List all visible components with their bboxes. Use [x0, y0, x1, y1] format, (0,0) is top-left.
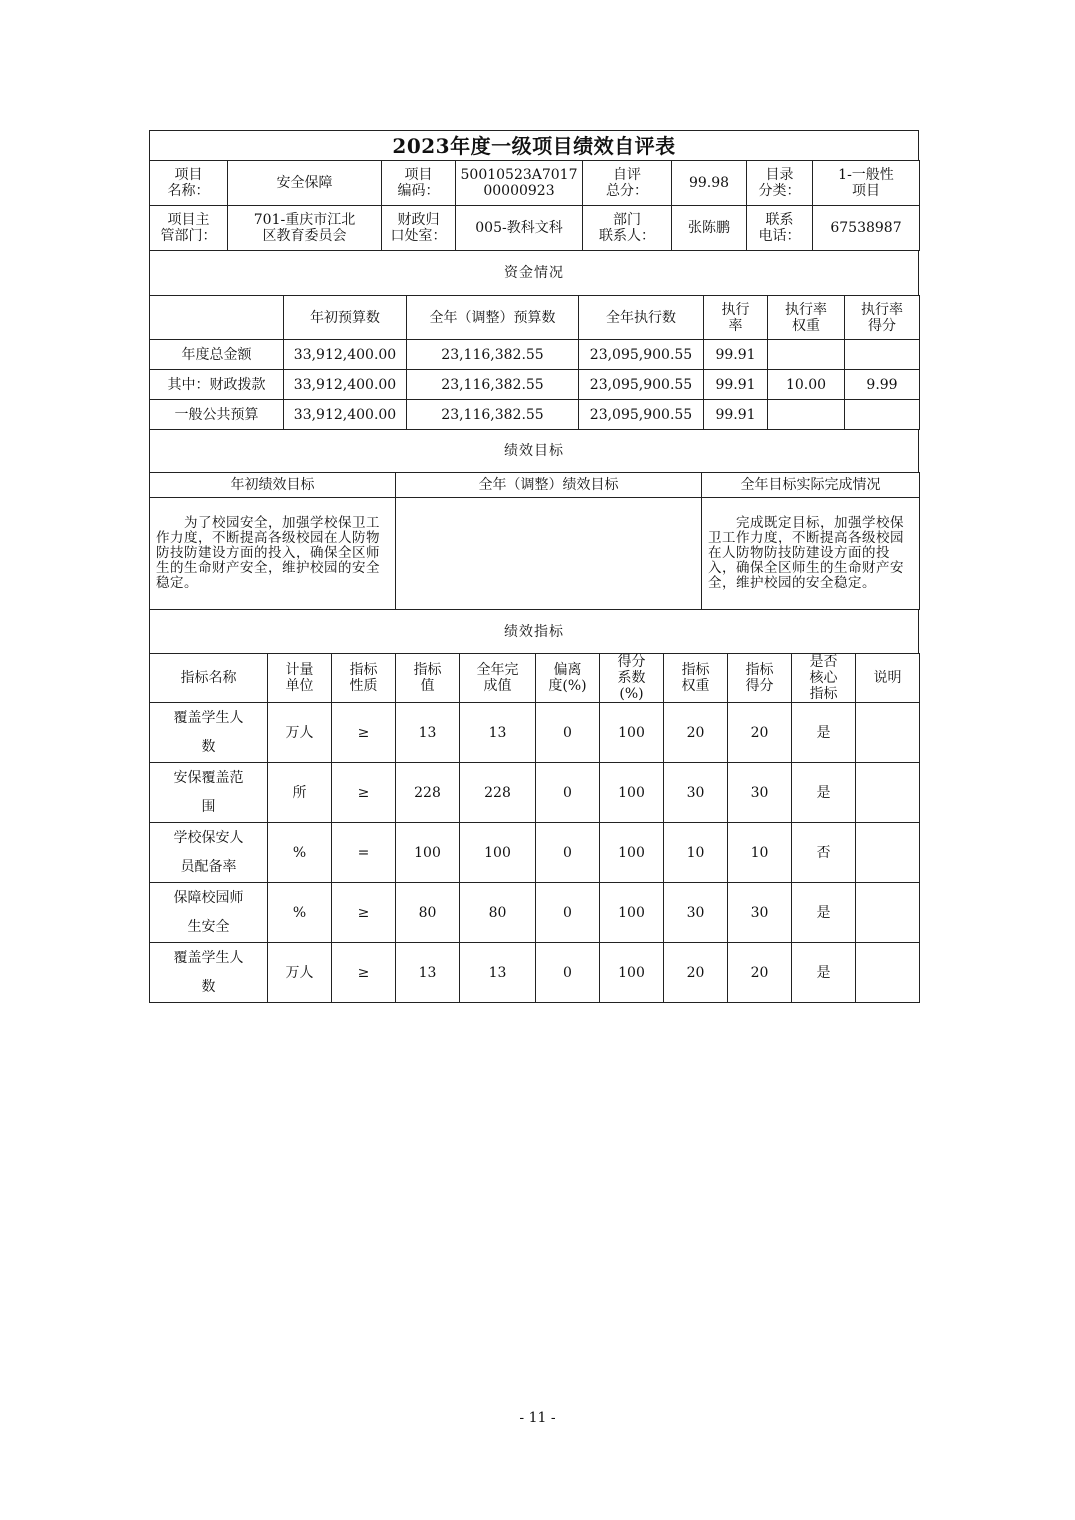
- info-row-2: [150, 206, 920, 251]
- indicators-cell: 否: [792, 823, 856, 883]
- funds-cell: 99.91: [704, 370, 768, 400]
- indicators-cell: 228: [460, 763, 536, 823]
- indicators-header-cell: 偏离 度(%): [536, 654, 600, 703]
- finance-office-label: 财政归 口处室：: [382, 206, 456, 251]
- goals-header-row: [150, 473, 920, 498]
- indicators-cell: [856, 943, 920, 1003]
- indicators-cell: 是: [792, 943, 856, 1003]
- funds-cell: 23,116,382.55: [407, 370, 579, 400]
- funds-cell: 年度总金额: [150, 340, 284, 370]
- funds-cell: 9.99: [845, 370, 920, 400]
- funds-header-cell: 执行率 权重: [768, 296, 845, 340]
- indicators-header-cell: 是否 核心 指标: [792, 654, 856, 703]
- indicators-cell: 是: [792, 763, 856, 823]
- funds-header-row: [150, 296, 920, 340]
- indicators-cell: 80: [396, 883, 460, 943]
- funds-header-cell: 全年执行数: [579, 296, 704, 340]
- finance-office-value: 005-教科文科: [456, 206, 583, 251]
- goals-adjusted-text: [396, 498, 702, 610]
- indicators-cell: 228: [396, 763, 460, 823]
- indicators-cell: 20: [664, 703, 728, 763]
- phone-label: 联系 电话：: [747, 206, 813, 251]
- funds-heading-table: [149, 250, 919, 296]
- indicators-cell: [856, 763, 920, 823]
- goals-heading: 绩效目标: [150, 430, 919, 473]
- indicators-table: [149, 653, 920, 1003]
- indicators-cell: 100: [600, 703, 664, 763]
- funds-row: [150, 340, 920, 370]
- indicators-cell: 覆盖学生人 数: [150, 703, 268, 763]
- table-row: [150, 763, 920, 823]
- goals-actual-text: 完成既定目标，加强学校保卫工作力度，不断提高各级校园在人防物防技防建设方面的投入，确保全区师生的生命财产安全，维护校园的安全稳定。: [702, 498, 920, 610]
- indicators-cell: 13: [460, 943, 536, 1003]
- indicators-cell: 13: [460, 703, 536, 763]
- indicators-cell: 覆盖学生人 数: [150, 943, 268, 1003]
- indicators-cell: =: [332, 823, 396, 883]
- funds-header-cell: 年初预算数: [284, 296, 407, 340]
- indicators-cell: 万人: [268, 703, 332, 763]
- info-row-1: [150, 161, 920, 206]
- title-table: [149, 130, 919, 161]
- funds-cell: 10.00: [768, 370, 845, 400]
- indicators-header-cell: 得分 系数 (%): [600, 654, 664, 703]
- indicators-header-cell: 全年完 成值: [460, 654, 536, 703]
- table-title: 2023年度一级项目绩效自评表: [150, 131, 919, 161]
- indicators-cell: 20: [728, 703, 792, 763]
- dept-label: 项目主 管部门：: [150, 206, 228, 251]
- indicators-cell: 100: [460, 823, 536, 883]
- indicators-cell: 30: [664, 763, 728, 823]
- category-value: 1-一般性 项目: [813, 161, 920, 206]
- table-row: [150, 883, 920, 943]
- indicators-cell: 所: [268, 763, 332, 823]
- funds-cell: 23,116,382.55: [407, 340, 579, 370]
- funds-cell: 33,912,400.00: [284, 340, 407, 370]
- indicators-cell: 13: [396, 703, 460, 763]
- funds-cell: [768, 340, 845, 370]
- funds-header-cell: [150, 296, 284, 340]
- indicators-cell: ≥: [332, 883, 396, 943]
- project-name-value: 安全保障: [228, 161, 382, 206]
- indicators-cell: [856, 883, 920, 943]
- project-name-label: 项目 名称：: [150, 161, 228, 206]
- goals-table: [149, 472, 920, 610]
- indicators-cell: 30: [664, 883, 728, 943]
- self-evaluation-table: [149, 130, 919, 1003]
- indicators-cell: 13: [396, 943, 460, 1003]
- contact-value: 张陈鹏: [672, 206, 747, 251]
- indicators-header-cell: 指标 值: [396, 654, 460, 703]
- category-label: 目录 分类：: [747, 161, 813, 206]
- indicators-heading: 绩效指标: [150, 610, 919, 654]
- funds-cell: 23,095,900.55: [579, 340, 704, 370]
- indicators-cell: 0: [536, 883, 600, 943]
- funds-header-cell: 全年（调整）预算数: [407, 296, 579, 340]
- phone-value: 67538987: [813, 206, 920, 251]
- funds-cell: 其中：财政拨款: [150, 370, 284, 400]
- indicators-cell: %: [268, 823, 332, 883]
- funds-cell: [845, 340, 920, 370]
- funds-header-cell: 执行率 得分: [845, 296, 920, 340]
- indicators-cell: 是: [792, 703, 856, 763]
- contact-label: 部门 联系人：: [583, 206, 672, 251]
- dept-value: 701-重庆市江北 区教育委员会: [228, 206, 382, 251]
- funds-cell: 99.91: [704, 400, 768, 430]
- indicators-cell: 20: [728, 943, 792, 1003]
- indicators-cell: 万人: [268, 943, 332, 1003]
- indicators-header-cell: 指标名称: [150, 654, 268, 703]
- indicators-cell: ≥: [332, 763, 396, 823]
- goals-col-actual: 全年目标实际完成情况: [702, 473, 920, 498]
- indicators-cell: [856, 823, 920, 883]
- indicators-cell: 10: [728, 823, 792, 883]
- indicators-cell: 100: [600, 763, 664, 823]
- funds-row: [150, 370, 920, 400]
- indicators-cell: 保障校园师 生安全: [150, 883, 268, 943]
- indicators-cell: 30: [728, 763, 792, 823]
- indicators-cell: 100: [600, 823, 664, 883]
- indicators-cell: ≥: [332, 703, 396, 763]
- funds-cell: 33,912,400.00: [284, 370, 407, 400]
- indicators-header-row: [150, 654, 920, 703]
- funds-cell: 23,095,900.55: [579, 400, 704, 430]
- funds-cell: [768, 400, 845, 430]
- indicators-cell: 80: [460, 883, 536, 943]
- indicators-cell: 0: [536, 823, 600, 883]
- indicators-cell: 0: [536, 763, 600, 823]
- project-code-value: 50010523A7017 00000923: [456, 161, 583, 206]
- funds-header-cell: 执行 率: [704, 296, 768, 340]
- indicators-header-cell: 指标 权重: [664, 654, 728, 703]
- indicators-cell: 100: [600, 943, 664, 1003]
- indicators-cell: 是: [792, 883, 856, 943]
- indicators-cell: 安保覆盖范 围: [150, 763, 268, 823]
- indicators-cell: 学校保安人 员配备率: [150, 823, 268, 883]
- funds-heading: 资金情况: [150, 251, 919, 296]
- info-table: [149, 160, 920, 251]
- table-row: [150, 703, 920, 763]
- indicators-header-cell: 说明: [856, 654, 920, 703]
- funds-cell: 23,095,900.55: [579, 370, 704, 400]
- funds-row: [150, 400, 920, 430]
- indicators-header-cell: 指标 得分: [728, 654, 792, 703]
- indicators-cell: 100: [600, 883, 664, 943]
- goals-content-row: [150, 498, 920, 610]
- funds-cell: 99.91: [704, 340, 768, 370]
- funds-cell: 33,912,400.00: [284, 400, 407, 430]
- self-score-label: 自评 总分：: [583, 161, 672, 206]
- self-score-value: 99.98: [672, 161, 747, 206]
- indicators-cell: 20: [664, 943, 728, 1003]
- goals-col-initial: 年初绩效目标: [150, 473, 396, 498]
- goals-col-adjusted: 全年（调整）绩效目标: [396, 473, 702, 498]
- funds-cell: 一般公共预算: [150, 400, 284, 430]
- indicators-header-cell: 计量 单位: [268, 654, 332, 703]
- indicators-cell: 0: [536, 943, 600, 1003]
- indicators-header-cell: 指标 性质: [332, 654, 396, 703]
- indicators-heading-table: [149, 609, 919, 654]
- goals-heading-table: [149, 429, 919, 473]
- page-number: - 11 -: [519, 1410, 556, 1426]
- indicators-cell: 10: [664, 823, 728, 883]
- indicators-cell: 100: [396, 823, 460, 883]
- funds-table: [149, 295, 920, 430]
- indicators-cell: 0: [536, 703, 600, 763]
- indicators-cell: [856, 703, 920, 763]
- table-row: [150, 823, 920, 883]
- goals-initial-text: 为了校园安全，加强学校保卫工作力度，不断提高各级校园在人防物防技防建设方面的投入，确保全区师生的生命财产安全，维护校园的安全稳定。: [150, 498, 396, 610]
- funds-cell: 23,116,382.55: [407, 400, 579, 430]
- indicators-cell: 30: [728, 883, 792, 943]
- table-row: [150, 943, 920, 1003]
- funds-cell: [845, 400, 920, 430]
- indicators-cell: ≥: [332, 943, 396, 1003]
- indicators-cell: %: [268, 883, 332, 943]
- project-code-label: 项目 编码：: [382, 161, 456, 206]
